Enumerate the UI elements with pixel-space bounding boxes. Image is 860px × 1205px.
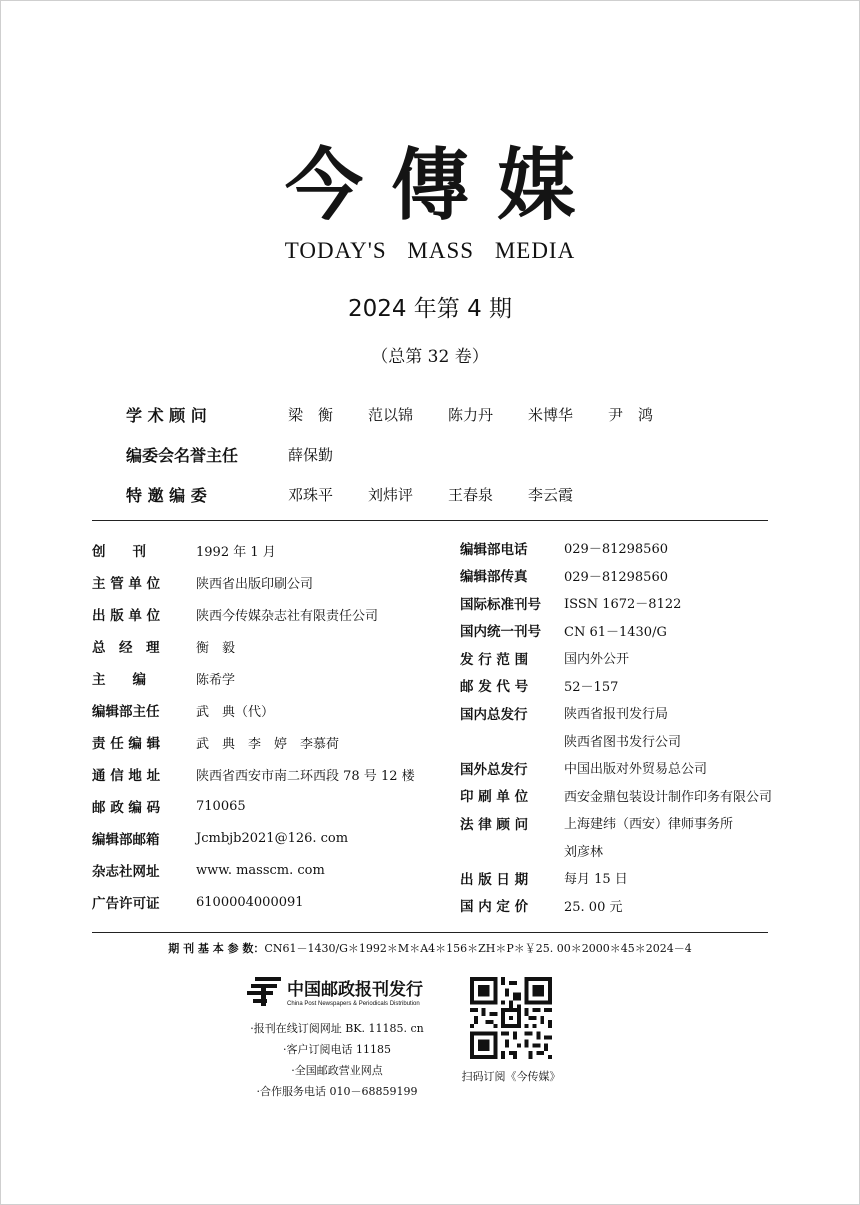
info-row (92, 790, 415, 822)
info-row (460, 699, 772, 727)
info-value: 陕西今传媒杂志社有限责任公司 (196, 608, 379, 624)
info-value: 6100004000091 (196, 894, 304, 910)
subscription-line: ·全国邮政营业网点 (291, 1064, 383, 1077)
china-post-icon (247, 975, 283, 1007)
advisor-name: 范以锦 (368, 405, 414, 424)
info-value: 1992 年 1 月 (196, 544, 276, 560)
advisor-name: 邓珠平 (288, 485, 334, 504)
info-row (92, 598, 415, 630)
info-value: 029－81298560 (564, 542, 668, 558)
info-label: 国内统一刊号 (460, 624, 541, 641)
info-label: 国际标准刊号 (460, 596, 541, 613)
info-value: CN 61－1430/G (564, 624, 667, 640)
advisor-name: 刘炜评 (368, 485, 414, 504)
info-value: 每月 15 日 (564, 872, 628, 888)
info-row (92, 726, 415, 758)
info-label: 编辑部电话 (460, 541, 528, 558)
info-row (460, 589, 772, 617)
info-label: 编辑部传真 (460, 569, 528, 586)
info-row (460, 727, 772, 755)
info-label: 编辑部主任 (92, 704, 160, 720)
top-divider (92, 520, 768, 521)
masthead-info-left (92, 534, 415, 918)
info-row (460, 754, 772, 782)
info-value: ISSN 1672－8122 (564, 597, 682, 613)
info-label: 出 版 日 期 (460, 871, 529, 888)
info-value: 武 典（代） (196, 704, 275, 720)
advisor-names (288, 484, 608, 505)
info-value: www. masscm. com (196, 862, 325, 878)
info-value: 国内外公开 (564, 652, 630, 668)
advisor-row (126, 474, 688, 514)
info-row (460, 672, 772, 700)
info-label: 总 经 理 (92, 640, 160, 656)
english-title: TODAY'S MASS MEDIA (284, 238, 576, 263)
magazine-logo: 今傳媒 (284, 140, 603, 231)
post-name-en: China Post Newspapers & Periodicals Distribution (287, 1001, 420, 1007)
advisor-label: 特 邀 编 委 (126, 485, 207, 505)
info-row (460, 864, 772, 892)
masthead (0, 138, 860, 234)
info-row (92, 630, 415, 662)
advisor-name: 王春泉 (448, 485, 494, 504)
info-label: 创 刊 (92, 544, 146, 560)
info-row (460, 562, 772, 590)
info-label: 国 内 定 价 (460, 899, 529, 916)
subscription-line: ·报刊在线订阅网址 BK. 11185. cn (250, 1022, 424, 1035)
info-row (460, 644, 772, 672)
post-name-cn: 中国邮政报刊发行 (287, 980, 423, 1000)
advisor-name: 尹 鸿 (608, 405, 654, 424)
info-label: 邮 发 代 号 (460, 679, 529, 696)
advisor-label: 编委会名誉主任 (126, 445, 239, 465)
params-label: 期 刊 基 本 参 数： (168, 942, 265, 955)
info-value: 陕西省出版印刷公司 (196, 576, 314, 592)
info-value: 陕西省图书发行公司 (564, 734, 682, 750)
info-label: 通 信 地 址 (92, 768, 161, 784)
subscription-line: ·客户订阅电话 11185 (283, 1043, 391, 1056)
info-value: 710065 (196, 798, 246, 814)
info-row (92, 822, 415, 854)
info-row (460, 809, 772, 837)
advisor-row (126, 394, 688, 434)
journal-parameters (0, 940, 860, 956)
info-label: 责 任 编 辑 (92, 736, 161, 752)
info-label: 邮 政 编 码 (92, 800, 161, 816)
info-row (92, 758, 415, 790)
info-value: 52－157 (564, 679, 619, 695)
advisor-name: 梁 衡 (288, 405, 334, 424)
info-row (92, 566, 415, 598)
info-label: 发 行 范 围 (460, 651, 529, 668)
info-label: 国外总发行 (460, 761, 528, 778)
info-row (92, 854, 415, 886)
qr-code-icon[interactable] (470, 977, 552, 1059)
advisor-name: 李云霞 (528, 485, 574, 504)
info-value: 陈希学 (196, 672, 236, 688)
info-row (460, 617, 772, 645)
info-value: 上海建纬（西安）律师事务所 (564, 817, 734, 833)
subscription-info (247, 1018, 427, 1102)
masthead-info-right (460, 534, 772, 919)
advisor-names (288, 444, 368, 465)
info-row (92, 886, 415, 918)
advisor-row (126, 434, 688, 474)
post-text (287, 975, 423, 1007)
info-row (460, 782, 772, 810)
params-value: CN61－1430/G＊1992＊M＊A4＊156＊ZH＊P＊￥25. 00＊2000＊45＊2024－4 (264, 942, 692, 955)
info-label: 编辑部邮箱 (92, 832, 160, 848)
info-value: 029－81298560 (564, 569, 668, 585)
info-value: Jcmbjb2021@126. com (196, 830, 349, 846)
issue-number: 2024 年第 4 期 (347, 296, 513, 322)
qr-caption: 扫码订阅《今传媒》 (461, 1070, 561, 1083)
info-label: 杂志社网址 (92, 864, 160, 880)
advisor-list (126, 394, 688, 514)
bottom-divider (92, 932, 768, 933)
info-label: 法 律 顾 问 (460, 816, 529, 833)
china-post-logo (247, 970, 427, 1012)
info-row (92, 662, 415, 694)
info-label: 广告许可证 (92, 896, 160, 912)
info-value: 衡 毅 (196, 640, 236, 656)
info-value: 陕西省西安市南二环西段 78 号 12 楼 (196, 768, 415, 784)
info-value: 中国出版对外贸易总公司 (564, 762, 708, 778)
info-row (92, 694, 415, 726)
advisor-name: 米博华 (528, 405, 574, 424)
advisor-names (288, 404, 688, 425)
info-row (92, 534, 415, 566)
info-value: 陕西省报刊发行局 (564, 707, 669, 723)
advisor-label: 学 术 顾 问 (126, 405, 207, 425)
info-label: 出 版 单 位 (92, 608, 161, 624)
advisor-name: 薛保勤 (288, 445, 334, 464)
info-label: 主 编 (92, 672, 146, 688)
info-value: 25. 00 元 (564, 899, 623, 915)
info-label: 主 管 单 位 (92, 576, 161, 592)
info-value: 西安金鼎包装设计制作印务有限公司 (564, 789, 773, 805)
advisor-name: 陈力丹 (448, 405, 494, 424)
info-row (460, 837, 772, 865)
info-row (460, 892, 772, 920)
info-label: 国内总发行 (460, 706, 528, 723)
info-value: 刘彦林 (564, 844, 604, 860)
subscription-line: ·合作服务电话 010－68859199 (256, 1085, 418, 1098)
info-label: 印 刷 单 位 (460, 789, 529, 806)
info-value: 武 典 李 婷 李慕荷 (196, 736, 340, 752)
info-row (460, 534, 772, 562)
volume-number: （总第 32 卷） (371, 347, 489, 367)
